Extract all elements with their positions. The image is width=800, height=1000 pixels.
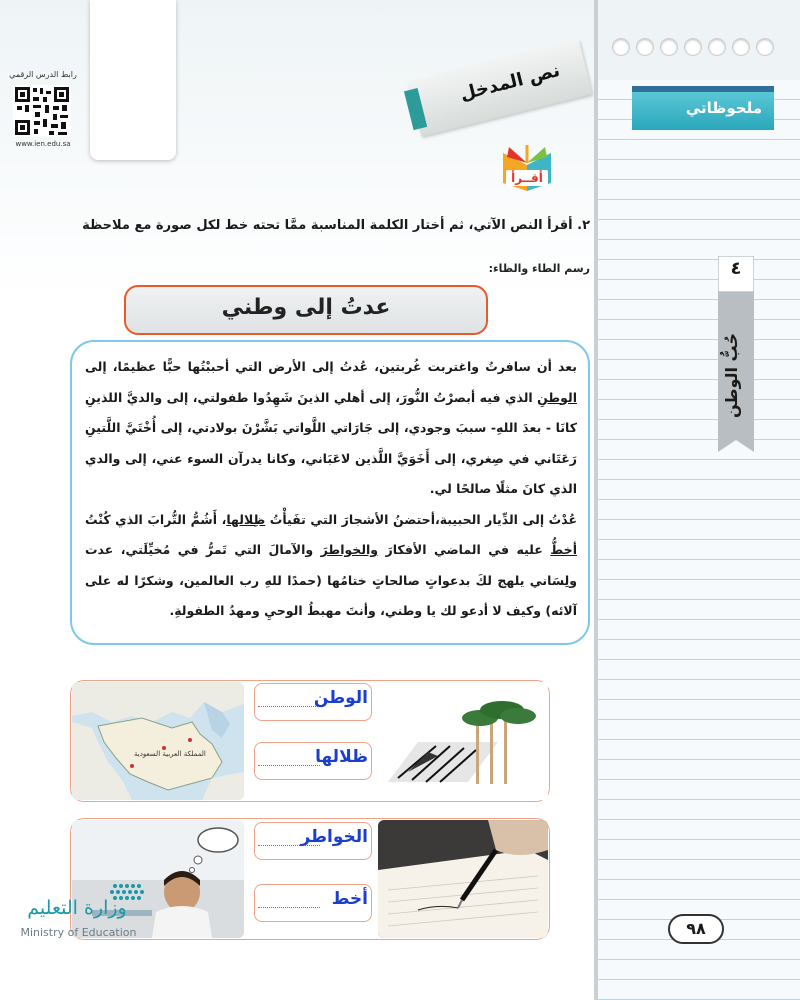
binder-ring <box>732 38 750 56</box>
page-number: ٩٨ <box>668 914 724 944</box>
hand-writing-image <box>378 820 548 938</box>
underlined-word-watan: الوطنِ <box>537 389 577 405</box>
notes-panel <box>598 0 800 1000</box>
underlined-word-khawatir: والخواطرَ <box>320 542 379 557</box>
map-saudi-arabia-image <box>72 682 244 800</box>
passage-segment: الذي فيه أبصرْتُ النُّورَ، إلى أهلي الذينَ شَهِدُوا طفولتي، إلى والديَّ اللذينِ كانَا - بعدَ اللهِ- سببَ وجودي، إلى جَارَاتي اللَّواتي بَشَّرْنَ بولادتي، إلى أُخْتَيَّ اللَّتينِ رَعَتَاني في صِغري، إلى أَخَوَيَّ اللَّذين لاعَبَاني، وكانا يدرآن السوء عني، إلى والدي الذي كانَ مثلًا صالحًا لي. <box>85 389 577 496</box>
passage-segment: عُدْتُ إلى الدِّيار الحبيبة،أحتضنُ الأشجارَ التي تفَيأْتُ <box>265 511 577 527</box>
unit-number: ٤ <box>730 258 742 279</box>
page-divider <box>594 0 598 1000</box>
passage-segment: بعد أن سافرتُ واغتربت غُربتين، عُدتُ إلى الأرض التي أحببْتُها حبًّا عظيمًا، إلى <box>85 359 577 374</box>
ministry-name-ar: وزارة التعليم <box>27 897 127 919</box>
answer-word-zilal: ظلالها <box>315 747 368 766</box>
passage-paragraph-1 <box>85 352 577 505</box>
passage-segment: والآمالَ التي تَمرُّ في مُخيِّلَتي، عدت ولِسَاني يلهج لكَ بدعواتٍ صالحاتٍ ختامُها (حمدًا للهِ رب العالمين، وشكرًا له على آلائه) وكيف لا أدعو لك يا وطني، وأنتَ مهبطُ الوحيِ ومهدُ الطفولةِ. <box>85 542 577 618</box>
qr-card[interactable] <box>90 0 176 160</box>
answer-word-watan: الوطن <box>313 688 368 707</box>
passage-title: عدتُ إلى وطني <box>221 295 391 320</box>
underlined-word-zilal: ظِلالها <box>226 511 266 527</box>
underlined-word-akhut: أخطُّ <box>550 542 577 557</box>
passage-segment: ، أَشُمُّ التُّرابَ الذي كُنْتُ <box>85 511 227 527</box>
qr-label: رابط الدرس الرقمي <box>9 70 77 79</box>
instruction-text: ٢. أقرأ النص الآتي، ثم أختار الكلمة المناسبة ممَّا تحته خط لكل صورة مع ملاحظة <box>82 218 590 233</box>
entry-title: نص المدخل <box>457 59 563 106</box>
ministry-name-en: Ministry of Education <box>20 926 137 939</box>
answer-word-khawatir: الخواطر <box>300 827 368 846</box>
read-label: أقــرأ <box>506 170 548 186</box>
qr-code-icon[interactable] <box>13 85 71 137</box>
passage-paragraph-2 <box>85 505 577 627</box>
unit-name-label: حُبُّ الوطن <box>722 332 741 418</box>
qr-url[interactable]: www.ien.edu.sa <box>15 140 71 148</box>
binder-ring <box>756 38 774 56</box>
passage-segment: عليه في الماضي الأفكارَ <box>378 542 551 557</box>
binder-ring <box>612 38 630 56</box>
sub-instruction-text: رسم الطاء والظاء: <box>488 262 590 275</box>
notes-title: ملحوظاتي <box>685 99 762 117</box>
map-label: المملكة العربية السعودية <box>134 750 206 758</box>
unit-name <box>722 300 750 450</box>
binder-ring <box>708 38 726 56</box>
binder-ring <box>660 38 678 56</box>
passage-text <box>85 352 577 627</box>
trees-shadows-image <box>378 682 548 800</box>
binder-ring <box>684 38 702 56</box>
binder-ring <box>636 38 654 56</box>
answer-word-akhut: أخط <box>331 889 368 908</box>
